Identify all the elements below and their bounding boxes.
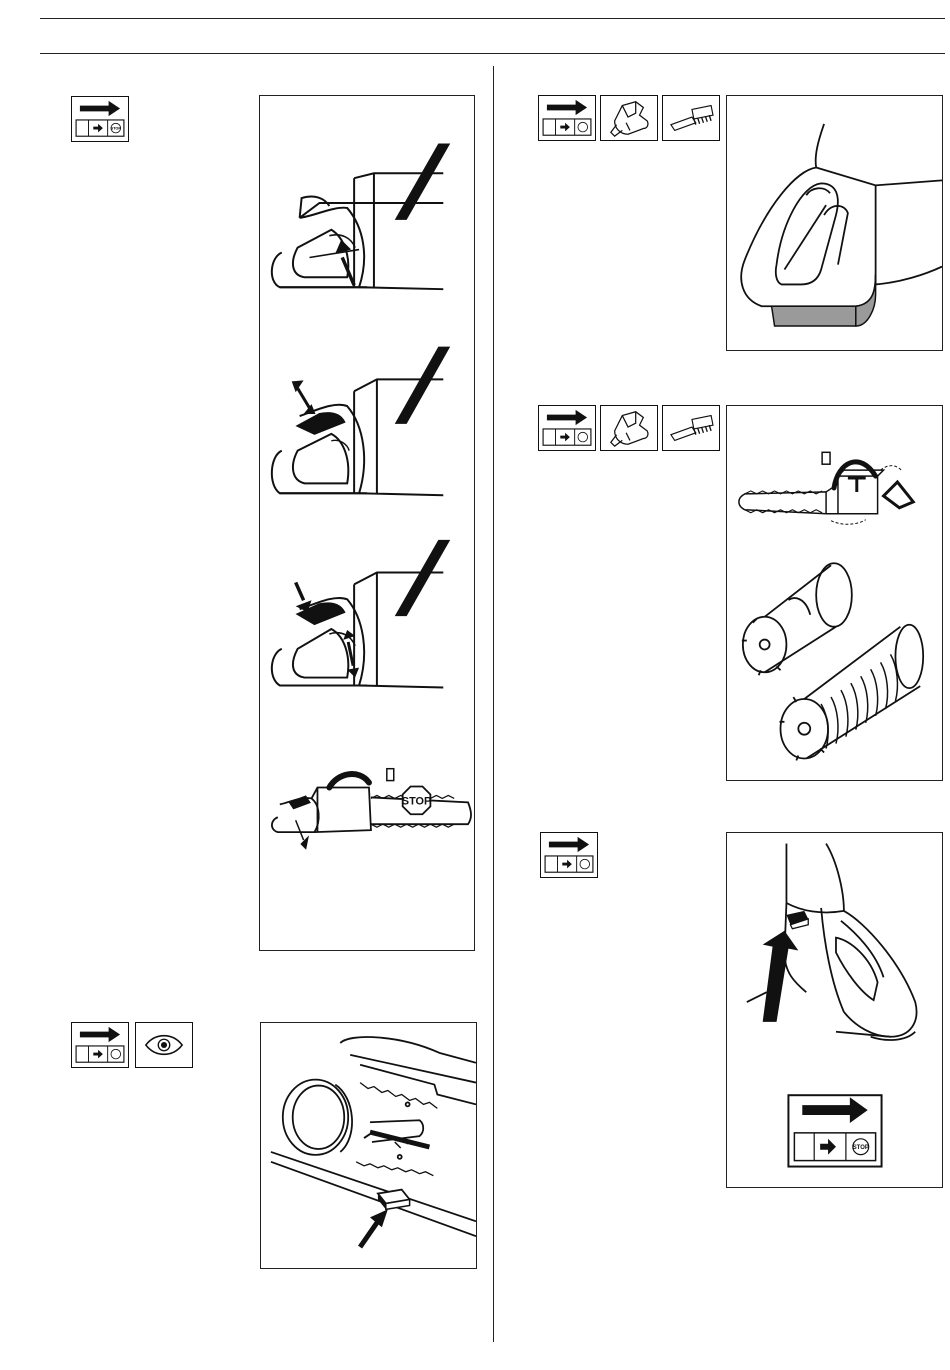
stop-switch-knob (786, 911, 808, 929)
anti-vibration-illustration-frame (726, 405, 943, 781)
chain-catcher-illustration-frame (260, 1022, 477, 1269)
hand-guard-illustration-frame (726, 95, 943, 351)
cleaning-brush-icon-2 (662, 405, 720, 451)
header-bottom-rule (40, 53, 945, 54)
saw-small (739, 452, 913, 524)
switch-off-engine-icon (71, 96, 129, 142)
switch-off-engine-icon-4 (538, 405, 596, 451)
arrow-updown-panel-3 (343, 630, 359, 678)
visual-inspection-eye-icon (135, 1022, 193, 1068)
switch-off-engine-icon-5 (540, 832, 598, 878)
chain-catcher-part (378, 1190, 410, 1210)
stop-sign-label: STOP (401, 795, 432, 808)
brake-panel-4-saw (272, 769, 471, 848)
stop-sign (402, 787, 431, 815)
arrow-stop-switch (763, 931, 799, 1022)
switch-off-sign-large (788, 1095, 881, 1166)
arrow-down-panel-3 (296, 582, 312, 612)
chain-brake-illustration-frame (259, 95, 475, 951)
spring-damper (780, 625, 924, 761)
cleaning-brush-icon (662, 95, 720, 141)
switch-off-engine-icon-2 (71, 1022, 129, 1068)
switch-off-engine-icon-3 (538, 95, 596, 141)
protective-gloves-icon-2 (600, 405, 658, 451)
column-divider (493, 66, 494, 1342)
arrow-updown-panel-2 (292, 380, 316, 414)
arrow-up-panel-1 (335, 240, 354, 286)
protective-gloves-icon (600, 95, 658, 141)
rubber-damper (742, 563, 852, 675)
header-top-rule (40, 18, 945, 19)
stop-label-large-sign: STOP (852, 1145, 869, 1152)
stop-switch-illustration-frame (726, 832, 943, 1188)
arrow-chain-catcher (360, 1209, 388, 1247)
stop-label-small: STOP (110, 126, 121, 131)
